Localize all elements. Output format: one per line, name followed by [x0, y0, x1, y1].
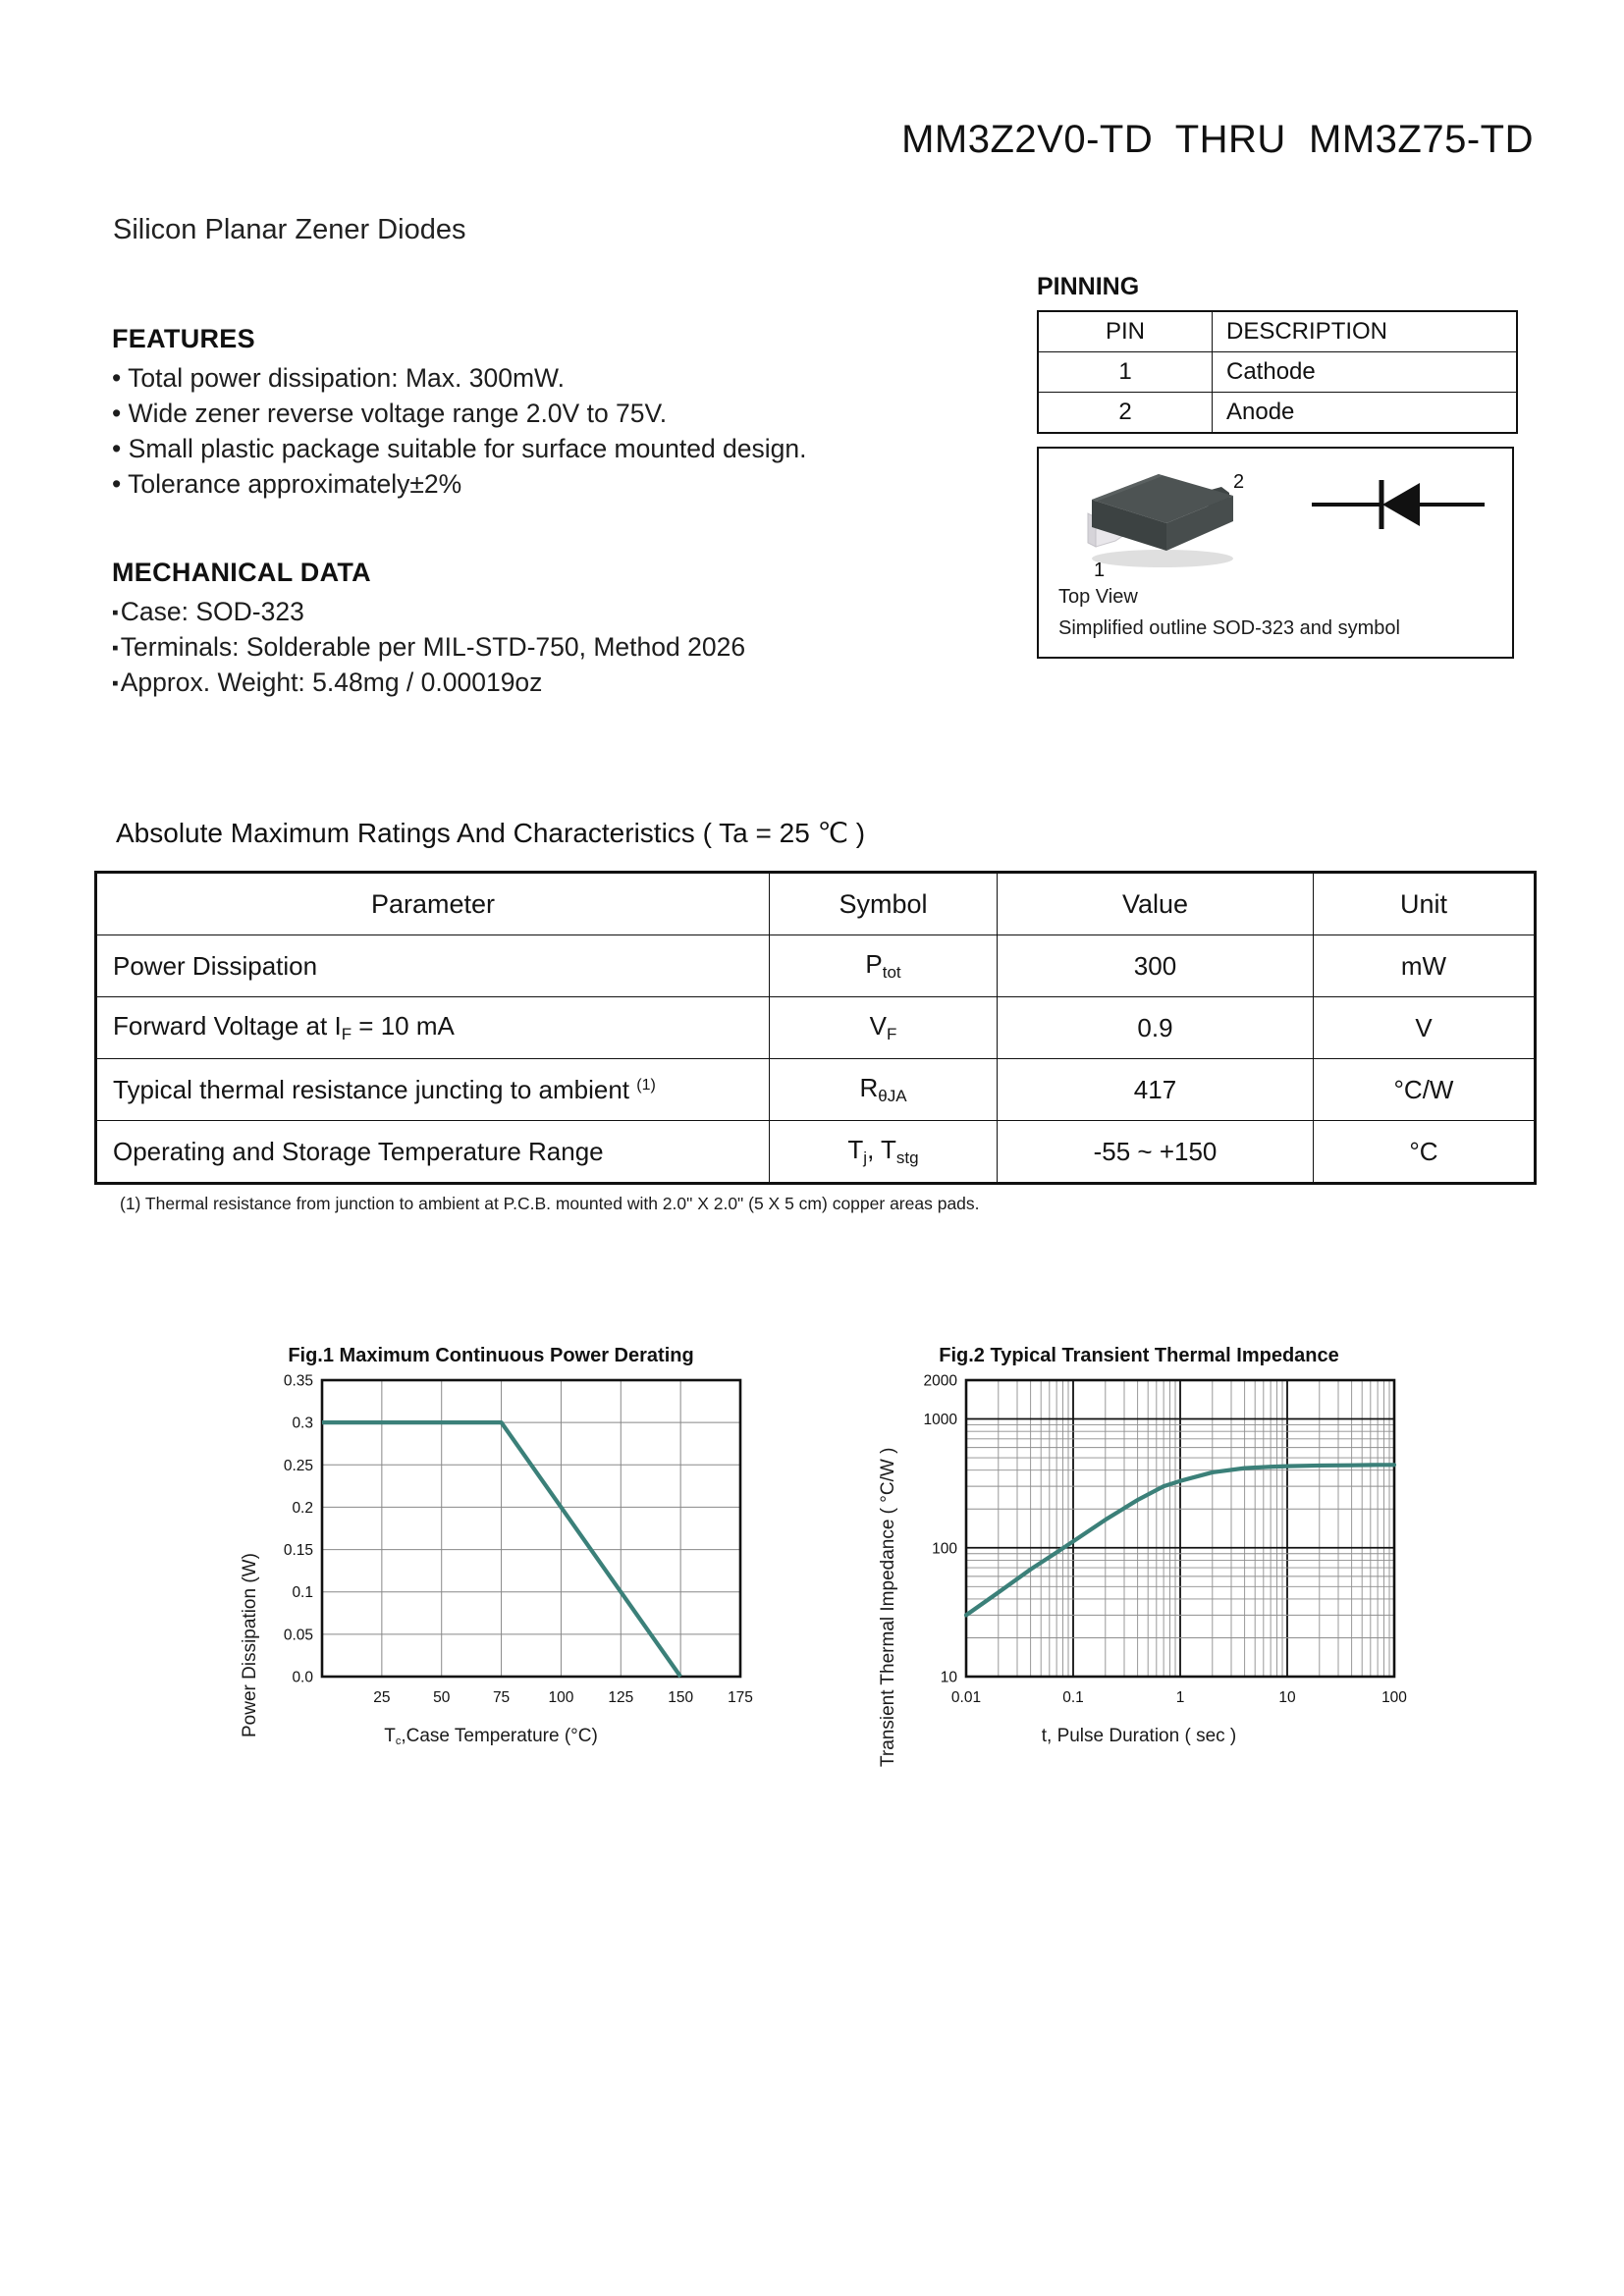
- pinning-table: [1037, 310, 1518, 434]
- symbol-subscript: j: [863, 1148, 868, 1167]
- x-label-subscript: c: [395, 1735, 402, 1747]
- figure2-x-axis-label: t, Pulse Duration ( sec ): [1041, 1726, 1237, 1746]
- svg-text:0.0: 0.0: [292, 1669, 313, 1686]
- rating-parameter: [96, 1059, 770, 1121]
- footnote-marker: (1): [636, 1076, 656, 1094]
- parameter-text: Forward Voltage at I: [113, 1011, 342, 1041]
- table-header-row: [96, 873, 1536, 935]
- feature-item: • Wide zener reverse voltage range 2.0V to 75V.: [112, 399, 668, 429]
- rating-symbol: [770, 1121, 998, 1184]
- pin-description: Anode: [1213, 393, 1518, 434]
- x-label-main: T: [384, 1726, 396, 1746]
- rating-symbol: [770, 997, 998, 1059]
- pin-description: Cathode: [1213, 352, 1518, 393]
- table-row: [1038, 352, 1517, 393]
- svg-text:1000: 1000: [923, 1412, 957, 1429]
- x-label-tail: ,Case Temperature (°C): [401, 1726, 598, 1746]
- svg-text:100: 100: [548, 1689, 574, 1706]
- feature-item: • Total power dissipation: Max. 300mW.: [112, 363, 565, 393]
- table-header-row: [1038, 311, 1517, 352]
- ratings-col-unit: Unit: [1314, 873, 1536, 935]
- pin-number: 2: [1038, 393, 1213, 434]
- figure2-plot: [864, 1370, 1414, 1783]
- figure-power-derating: [226, 1345, 756, 1787]
- svg-text:25: 25: [373, 1689, 391, 1706]
- rating-parameter: Power Dissipation: [96, 935, 770, 997]
- svg-text:100: 100: [932, 1540, 957, 1558]
- parameter-tail: = 10 mA: [352, 1011, 455, 1041]
- svg-text:0.05: 0.05: [283, 1627, 313, 1644]
- rating-value: -55 ~ +150: [998, 1121, 1314, 1184]
- feature-item: • Small plastic package suitable for surface mounted design.: [112, 434, 807, 464]
- figure1-x-axis-label: [226, 1726, 756, 1747]
- figure1-title: Fig.1 Maximum Continuous Power Derating: [288, 1345, 694, 1366]
- svg-text:100: 100: [1381, 1689, 1407, 1706]
- ratings-footnote: (1) Thermal resistance from junction to ambient at P.C.B. mounted with 2.0" X 2.0" (5 X 5 cm) copper areas pads.: [120, 1194, 980, 1213]
- svg-text:175: 175: [728, 1689, 753, 1706]
- ratings-col-symbol: Symbol: [770, 873, 998, 935]
- figure1-y-axis-label: Power Dissipation (W): [240, 1553, 260, 1737]
- rating-unit: mW: [1314, 935, 1536, 997]
- zener-diode-symbol-icon: [1304, 470, 1490, 539]
- rating-symbol: [770, 935, 998, 997]
- symbol-subscript: F: [886, 1025, 897, 1043]
- pin-number: 1: [1038, 352, 1213, 393]
- page-title: MM3Z2V0-TD THRU MM3Z75-TD: [901, 118, 1534, 161]
- symbol-middle: , T: [867, 1135, 896, 1164]
- svg-text:150: 150: [668, 1689, 694, 1706]
- product-subtitle: Silicon Planar Zener Diodes: [113, 214, 466, 245]
- svg-text:2: 2: [1233, 471, 1245, 493]
- rating-value: 417: [998, 1059, 1314, 1121]
- figure-transient-thermal-impedance: [864, 1345, 1414, 1787]
- ratings-col-value: Value: [998, 873, 1314, 935]
- features-section: [112, 324, 917, 502]
- svg-text:0.1: 0.1: [1062, 1689, 1084, 1706]
- svg-text:0.3: 0.3: [292, 1415, 313, 1432]
- table-row: [1038, 393, 1517, 434]
- symbol-subscript: tot: [882, 963, 901, 982]
- pinning-col-description: DESCRIPTION: [1213, 311, 1518, 352]
- svg-text:0.35: 0.35: [283, 1372, 313, 1390]
- svg-text:2000: 2000: [923, 1372, 957, 1390]
- rating-unit: °C/W: [1314, 1059, 1536, 1121]
- rating-parameter: Operating and Storage Temperature Range: [96, 1121, 770, 1184]
- figure2-y-axis-label: Transient Thermal Impedance ( °C/W ): [878, 1447, 898, 1767]
- mechanical-data-section: [112, 558, 937, 700]
- symbol-main: V: [869, 1011, 887, 1041]
- symbol-main: R: [859, 1073, 879, 1102]
- sod323-package-icon: [1056, 456, 1272, 579]
- rating-value: 0.9: [998, 997, 1314, 1059]
- ratings-col-parameter: Parameter: [96, 873, 770, 935]
- feature-item: • Tolerance approximately±2%: [112, 469, 462, 500]
- table-row: [96, 1059, 1536, 1121]
- symbol-subscript-2: stg: [895, 1148, 919, 1167]
- svg-text:50: 50: [433, 1689, 451, 1706]
- features-heading: FEATURES: [112, 324, 255, 353]
- package-outline-box: [1037, 447, 1514, 659]
- table-row: [96, 1121, 1536, 1184]
- rating-value: 300: [998, 935, 1314, 997]
- svg-text:1: 1: [1175, 1689, 1185, 1706]
- svg-text:0.1: 0.1: [292, 1584, 313, 1602]
- mechanical-heading: MECHANICAL DATA: [112, 558, 371, 587]
- parameter-text: Typical thermal resistance juncting to ambient: [113, 1074, 630, 1104]
- symbol-main: T: [847, 1135, 864, 1164]
- mechanical-item: Terminals: Solderable per MIL-STD-750, Method 2026: [120, 632, 746, 663]
- ratings-title: Absolute Maximum Ratings And Characteristics ( Ta = 25 ℃ ): [116, 818, 866, 848]
- svg-text:0.15: 0.15: [283, 1542, 313, 1560]
- package-caption-topview: Top View: [1058, 586, 1138, 608]
- svg-text:75: 75: [492, 1689, 511, 1706]
- absolute-maximum-ratings-table: [94, 871, 1537, 1185]
- rating-unit: V: [1314, 997, 1536, 1059]
- svg-text:1: 1: [1094, 560, 1106, 579]
- pinning-col-pin: PIN: [1038, 311, 1213, 352]
- table-row: [96, 997, 1536, 1059]
- svg-text:10: 10: [1278, 1689, 1296, 1706]
- pinning-section: [1037, 273, 1518, 434]
- rating-symbol: [770, 1059, 998, 1121]
- figure1-plot: [226, 1370, 756, 1783]
- mechanical-item: Approx. Weight: 5.48mg / 0.00019oz: [120, 667, 543, 698]
- symbol-subscript: θJA: [878, 1087, 907, 1105]
- package-caption-outline: Simplified outline SOD-323 and symbol: [1058, 617, 1400, 639]
- table-row: [96, 935, 1536, 997]
- rating-unit: °C: [1314, 1121, 1536, 1184]
- figure2-title: Fig.2 Typical Transient Thermal Impedance: [939, 1345, 1339, 1366]
- svg-text:0.01: 0.01: [950, 1689, 982, 1706]
- symbol-main: P: [865, 949, 883, 979]
- parameter-subscript: F: [341, 1025, 352, 1043]
- svg-text:0.2: 0.2: [292, 1499, 313, 1517]
- svg-text:0.25: 0.25: [283, 1457, 313, 1474]
- svg-text:125: 125: [608, 1689, 634, 1706]
- mechanical-item: Case: SOD-323: [120, 597, 304, 626]
- rating-parameter: [96, 997, 770, 1059]
- pinning-heading: PINNING: [1037, 273, 1140, 300]
- svg-text:10: 10: [940, 1669, 957, 1686]
